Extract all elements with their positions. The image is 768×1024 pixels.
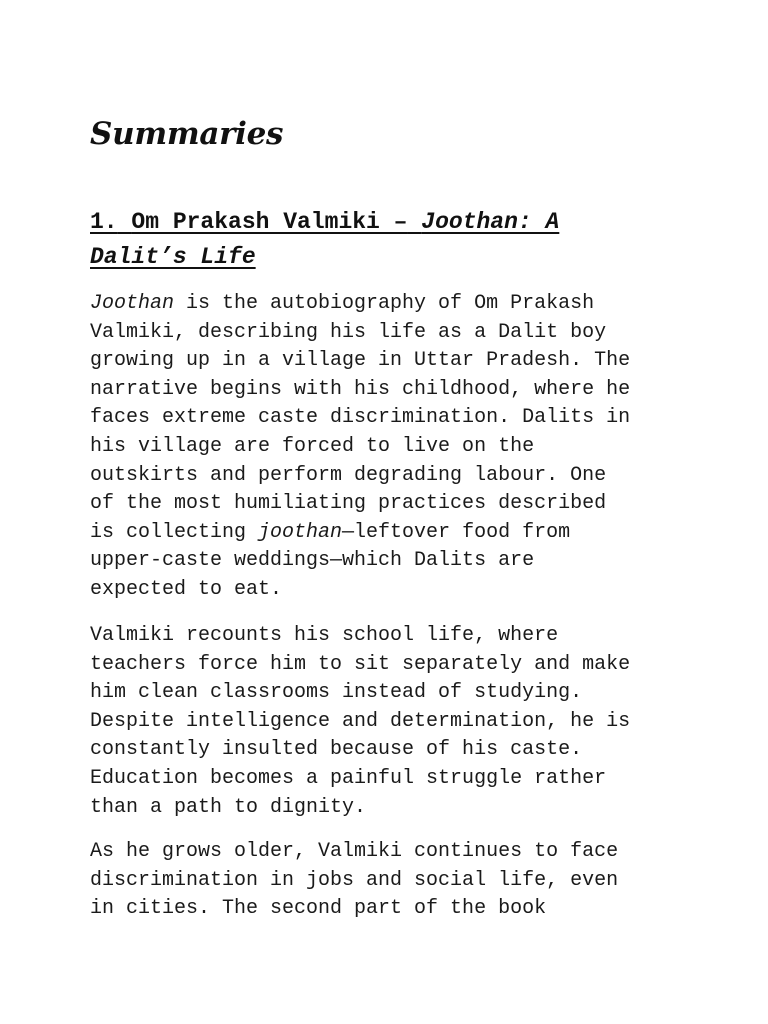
paragraph-line	[90, 519, 690, 548]
paragraph-line: him clean classrooms instead of studying.	[90, 681, 583, 705]
paragraph-3	[90, 838, 690, 924]
paragraph-line: in cities. The second part of the book	[90, 897, 547, 921]
section-work-title: Joothan: A	[421, 209, 560, 235]
paragraph-line: his village are forced to live on the	[90, 434, 535, 458]
paragraph-line	[90, 290, 690, 319]
page-title: Summaries	[90, 116, 284, 152]
paragraph-line: discrimination in jobs and social life, even	[90, 868, 619, 892]
section-author: Om Prakash Valmiki –	[131, 209, 408, 235]
paragraph-line: As he grows older, Valmiki continues to face	[90, 840, 619, 863]
paragraph-2	[90, 622, 690, 822]
section-heading	[90, 205, 690, 275]
paragraph-line: Education becomes a painful struggle rather	[90, 766, 607, 790]
paragraph-line: narrative begins with his childhood, where he	[90, 377, 631, 401]
paragraph-line: Valmiki recounts his school life, where	[90, 624, 559, 647]
heading-space	[407, 209, 421, 235]
paragraph-1	[90, 290, 690, 605]
paragraph-line: constantly insulted because of his caste.	[90, 738, 583, 762]
paragraph-line: faces extreme caste discrimination. Dalits in	[90, 406, 631, 430]
paragraph-line: growing up in a village in Uttar Pradesh. The	[90, 349, 631, 373]
line-text: —leftover food from	[342, 520, 571, 544]
paragraph-line: of the most humiliating practices described	[90, 492, 607, 516]
paragraph-line: teachers force him to sit separately and make	[90, 652, 631, 676]
line-text: is the autobiography of Om Prakash	[174, 292, 595, 315]
heading-space	[118, 209, 132, 235]
line-text: is collecting	[90, 520, 259, 544]
paragraph-line: upper-caste weddings—which Dalits are	[90, 549, 535, 573]
paragraph-line: Valmiki, describing his life as a Dalit boy	[90, 320, 607, 344]
section-work-title-continued: Dalit’s Life	[90, 244, 256, 270]
paragraph-line: outskirts and perform degrading labour. One	[90, 463, 607, 487]
section-number: 1.	[90, 209, 118, 235]
paragraph-line: than a path to dignity.	[90, 795, 367, 819]
paragraph-line: Despite intelligence and determination, he is	[90, 709, 631, 733]
italic-term: joothan	[258, 520, 343, 544]
paragraph-line: expected to eat.	[90, 577, 283, 601]
italic-term: Joothan	[90, 292, 175, 315]
